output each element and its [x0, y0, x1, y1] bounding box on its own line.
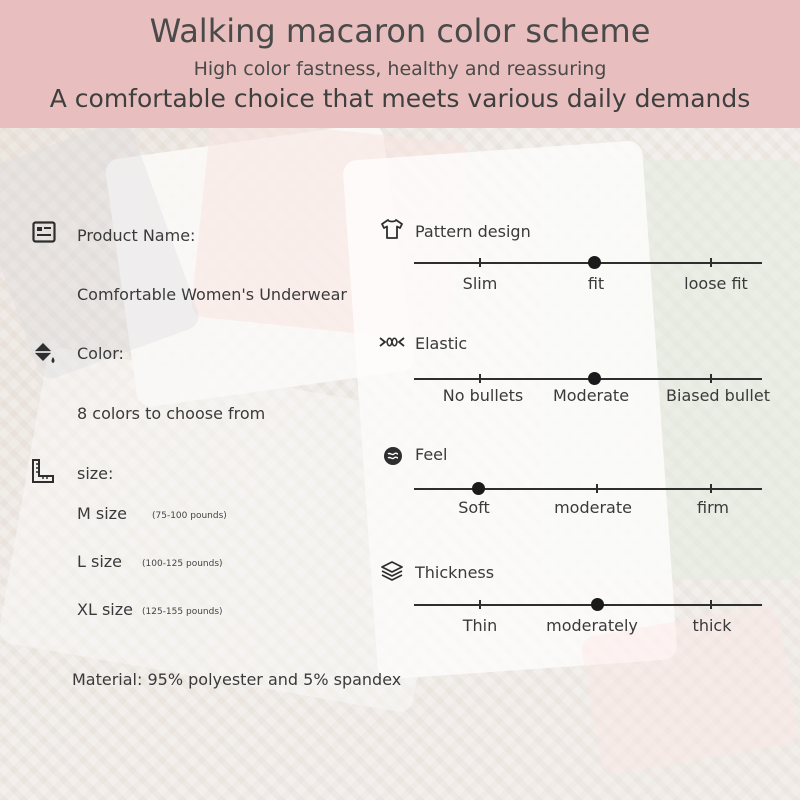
size-m: M size [77, 504, 127, 523]
tick [710, 258, 712, 267]
option-elastic-0: No bullets [442, 386, 524, 405]
scale-title-feel: Feel [415, 445, 448, 464]
color-value: 8 colors to choose from [77, 404, 266, 423]
size-m-range: (75-100 pounds) [152, 511, 227, 521]
option-thickness-0: Thin [462, 616, 498, 635]
scale-title-pattern: Pattern design [415, 222, 531, 241]
ruler-icon [31, 458, 55, 484]
size-l-range: (100-125 pounds) [142, 559, 223, 569]
option-pattern-2: loose fit [684, 274, 748, 293]
option-pattern-1: fit [587, 274, 605, 293]
paint-bucket-icon [31, 340, 57, 368]
scale-title-thickness: Thickness [415, 563, 495, 582]
option-feel-0: Soft [458, 498, 490, 517]
option-elastic-1: Moderate [552, 386, 630, 405]
indicator-dot-feel [472, 482, 485, 495]
tick [710, 374, 712, 383]
color-label: Color: [77, 344, 124, 363]
feel-icon [383, 446, 403, 466]
tick [596, 484, 598, 493]
option-elastic-2: Biased bullet [666, 386, 770, 405]
size-xl: XL size [77, 600, 133, 619]
size-label: size: [77, 464, 114, 483]
tick [479, 374, 481, 383]
scale-title-elastic: Elastic [415, 334, 468, 353]
tshirt-icon [380, 218, 404, 240]
option-thickness-2: thick [692, 616, 732, 635]
subtitle-1: High color fastness, healthy and reassuring [193, 58, 607, 80]
elastic-icon [378, 334, 406, 350]
id-card-icon [32, 221, 56, 243]
option-pattern-0: Slim [462, 274, 498, 293]
indicator-dot-pattern [588, 256, 601, 269]
size-xl-range: (125-155 pounds) [142, 607, 223, 617]
header-banner [0, 0, 800, 128]
option-feel-1: moderate [554, 498, 632, 517]
material-text: Material: 95% polyester and 5% spandex [72, 670, 402, 689]
option-feel-2: firm [697, 498, 729, 517]
subtitle-2: A comfortable choice that meets various daily demands [49, 84, 751, 113]
option-thickness-1: moderately [546, 616, 638, 635]
size-l: L size [77, 552, 123, 571]
tick [479, 258, 481, 267]
page-title: Walking macaron color scheme [149, 12, 651, 50]
layers-icon [380, 560, 404, 582]
product-name-label: Product Name: [77, 226, 196, 245]
indicator-dot-thickness [591, 598, 604, 611]
indicator-dot-elastic [588, 372, 601, 385]
tick [479, 600, 481, 609]
product-name-value: Comfortable Women's Underwear [77, 285, 347, 304]
tick [710, 600, 712, 609]
tick [710, 484, 712, 493]
